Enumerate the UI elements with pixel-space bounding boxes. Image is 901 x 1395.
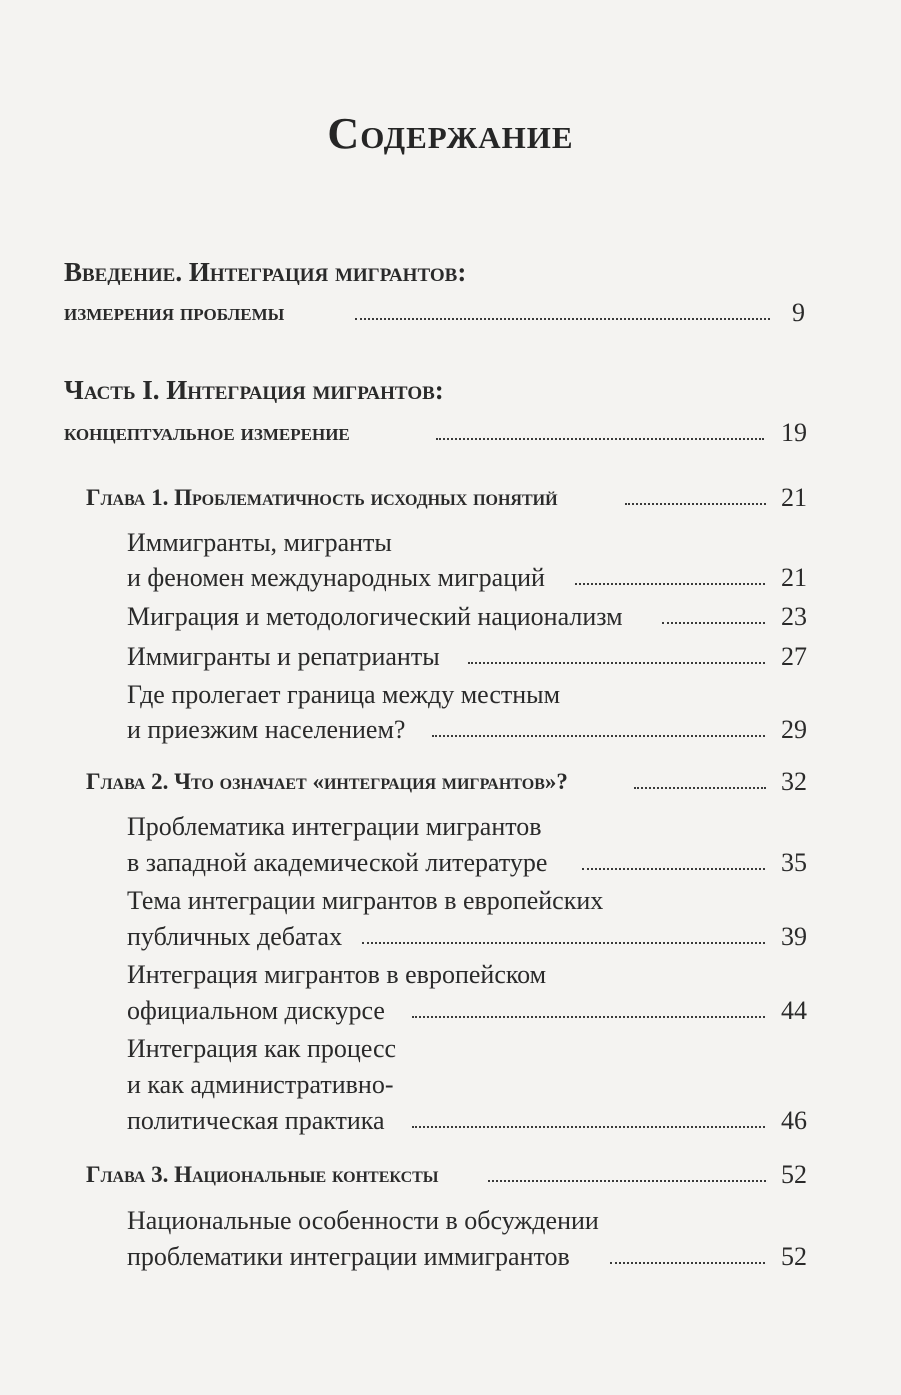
toc-entry-line: Глава 3. Национальные контексты — [86, 1162, 439, 1187]
toc-entry-line: Часть I. Интеграция мигрантов: — [64, 375, 444, 405]
toc-entry-line: и феномен международных миграций — [127, 563, 545, 592]
toc-entry-line: и приезжим населением? — [127, 715, 406, 744]
toc-entry-line: Тема интеграции мигрантов в европейских — [127, 886, 604, 915]
dot-leader — [468, 660, 765, 664]
page-title: Содержание — [327, 109, 574, 158]
page-number: 35 — [781, 848, 807, 877]
page-number: 21 — [781, 563, 807, 592]
dot-leader — [662, 620, 765, 624]
toc-entry-line: Введение. Интеграция мигрантов: — [64, 257, 467, 287]
toc-entry-line: Интеграция мигрантов в европейском — [127, 960, 547, 989]
dot-leader — [412, 1014, 765, 1018]
dot-leader — [412, 1124, 765, 1128]
toc-entry-line: Глава 1. Проблематичность исходных понятий — [86, 485, 558, 510]
toc-entry-line: концептуальное измерение — [64, 420, 350, 446]
page-number: 27 — [781, 642, 807, 671]
page-number: 39 — [781, 922, 807, 951]
toc-entry-line: Глава 2. Что означает «интеграция мигрантов»? — [86, 769, 568, 794]
page-number: 46 — [781, 1106, 807, 1135]
toc-entry-line: официальном дискурсе — [127, 996, 385, 1025]
page-number: 29 — [781, 715, 807, 744]
dot-leader — [432, 733, 765, 737]
toc-entry-line: и как административно- — [127, 1070, 394, 1099]
toc-entry-line: публичных дебатах — [127, 922, 343, 951]
toc-entry-line: Интеграция как процесс — [127, 1034, 397, 1063]
toc-entry-line: Миграция и методологический национализм — [127, 602, 623, 631]
toc-entry-line: измерения проблемы — [64, 300, 285, 326]
toc-entry-line: Где пролегает граница между местным — [127, 680, 561, 709]
dot-leader — [582, 866, 765, 870]
page-number: 44 — [781, 996, 807, 1025]
page-number: 32 — [781, 767, 807, 796]
toc-entry-line: политическая практика — [127, 1106, 385, 1135]
page-number: 21 — [781, 483, 807, 512]
toc-entry-line: Национальные особенности в обсуждении — [127, 1206, 599, 1235]
page-number: 23 — [781, 602, 807, 631]
toc-entry-line: Иммигранты и репатрианты — [127, 642, 440, 671]
dot-leader — [610, 1260, 765, 1264]
dot-leader — [362, 940, 765, 944]
toc-entry-line: Проблематика интеграции мигрантов — [127, 812, 542, 841]
dot-leader — [488, 1178, 766, 1182]
toc-entry-line: Иммигранты, мигранты — [127, 528, 392, 557]
dot-leader — [575, 581, 765, 585]
dot-leader — [355, 316, 770, 320]
dot-leader — [625, 501, 766, 505]
dot-leader — [436, 436, 764, 440]
page-number: 52 — [781, 1242, 807, 1271]
page-number: 9 — [792, 298, 805, 327]
dot-leader — [634, 785, 766, 789]
toc-entry-line: проблематики интеграции иммигрантов — [127, 1242, 570, 1271]
page-number: 19 — [781, 418, 807, 447]
toc-entry-line: в западной академической литературе — [127, 848, 548, 877]
page-number: 52 — [781, 1160, 807, 1189]
